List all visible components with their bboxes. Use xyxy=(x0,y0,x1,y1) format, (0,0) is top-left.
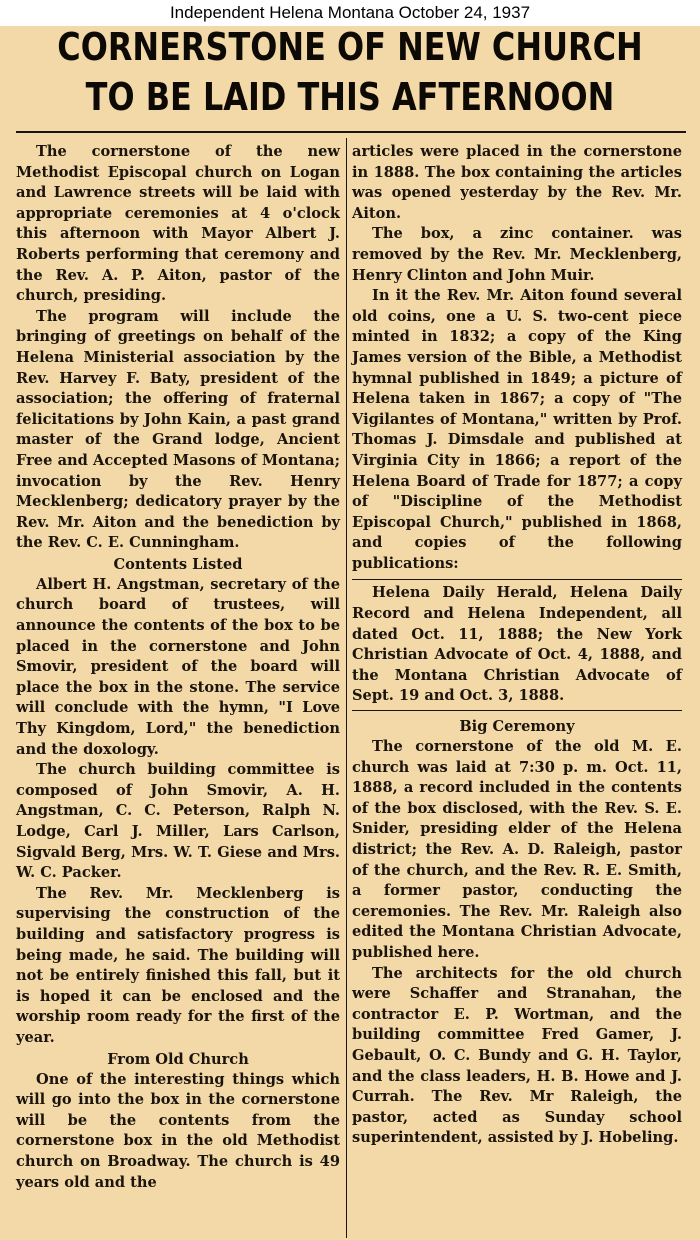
paragraph: In it the Rev. Mr. Aiton found several old coins, one a U. S. two-cent piece minted in 1832; a copy of the King James version of the Bible, a Methodist hymnal published in 1849; a picture of Helena taken in 1867; a copy of "The Vigilantes of Montana," written by Prof. Thomas J. Dimsdale and published at Virginia City in 1866; a report of the Helena Board of Trade for 1877; a copy of "Discipline of the Methodist Episcopal Church," published in 1868, and copies of the following publications: xyxy=(352,287,682,572)
paragraph: The box, a zinc container. was removed by the Rev. Mr. Mecklenberg, Henry Clinton and John Muir. xyxy=(352,225,682,284)
subheading: Big Ceremony xyxy=(459,718,575,736)
headline-line-1: CORNERSTONE OF NEW CHURCH xyxy=(57,25,643,69)
column-divider xyxy=(346,138,347,1238)
publications-list: Helena Daily Herald, Helena Daily Record and Helena Independent, all dated Oct. 11, 1888; the New York Christian Advocate of Oct. 4, 1888, and the Montana Christian Advocate of Sept. 19 and Oct. 3, 1888. xyxy=(352,584,682,705)
article-column-left xyxy=(16,142,340,1193)
paragraph: The church building committee is composed of John Smovir, A. H. Angstman, C. C. Peterson, Ralph N. Lodge, Carl J. Miller, Lars Carlson, Sigvald Berg, Mrs. W. T. Giese and Mrs. W. C. Packer. xyxy=(16,761,340,882)
subheading: Contents Listed xyxy=(113,555,243,573)
paragraph: The Rev. Mr. Mecklenberg is supervising the construction of the building and satisfactory progress is being made, he said. The building will not be entirely finished this fall, but it is hoped it can be enclosed and the worship room ready for the first of the year. xyxy=(16,884,340,1046)
source-caption: Independent Helena Montana October 24, 1937 xyxy=(0,0,700,26)
paragraph: The cornerstone of the old M. E. church was laid at 7:30 p. m. Oct. 11, 1888, a record included in the contents of the box disclosed, with the Rev. S. E. Snider, presiding elder of the Helena district; the Rev. A. D. Raleigh, pastor of the church, and the Rev. R. E. Smith, a former pastor, conducting the ceremonies. The Rev. Mr. Raleigh also edited the Montana Christian Advocate, published here. xyxy=(352,738,682,961)
article-column-right xyxy=(352,142,682,1149)
subheading: From Old Church xyxy=(107,1050,249,1068)
publications-box xyxy=(352,579,682,711)
paragraph: The architects for the old church were Schaffer and Stranahan, the contractor E. P. Wortman, and the building committee Fred Gamer, J. Gebault, O. C. Bundy and G. H. Taylor, and the class leaders, H. B. Howe and J. Currah. The Rev. Mr Raleigh, the pastor, acted as Sunday school superintendent, assisted by J. Hobeling. xyxy=(352,964,682,1147)
paragraph: articles were placed in the cornerstone in 1888. The box containing the articles was opened yesterday by the Rev. Mr. Aiton. xyxy=(352,143,682,222)
headline-rule xyxy=(16,131,686,133)
paragraph: The cornerstone of the new Methodist Episcopal church on Logan and Lawrence streets will be laid with appropriate ceremonies at 4 o'clock this afternoon with Mayor Albert J. Roberts performing that ceremony and the Rev. A. P. Aiton, pastor of the church, presiding. xyxy=(16,143,340,305)
paragraph: The program will include the bringing of greetings on behalf of the Helena Ministerial association by the Rev. Harvey F. Baty, president of the association; the offering of fraternal felicitations by John Kain, a past grand master of the Grand lodge, Ancient Free and Accepted Masons of Montana; invocation by the Rev. Henry Mecklenberg; dedicatory prayer by the Rev. Mr. Aiton and the benediction by the Rev. C. E. Cunningham. xyxy=(16,307,340,552)
paragraph: Albert H. Angstman, secretary of the church board of trustees, will announce the contents of the box to be placed in the cornerstone and John Smovir, president of the board will place the box in the stone. The service will conclude with the hymn, "I Love Thy Kingdom, Lord," the benediction and the doxology. xyxy=(16,575,340,758)
headline-line-2: TO BE LAID THIS AFTERNOON xyxy=(85,75,615,119)
paragraph: One of the interesting things which will go into the box in the cornerstone will be the contents from the cornerstone box in the old Methodist church on Broadway. The church is 49 years old and the xyxy=(16,1070,340,1191)
